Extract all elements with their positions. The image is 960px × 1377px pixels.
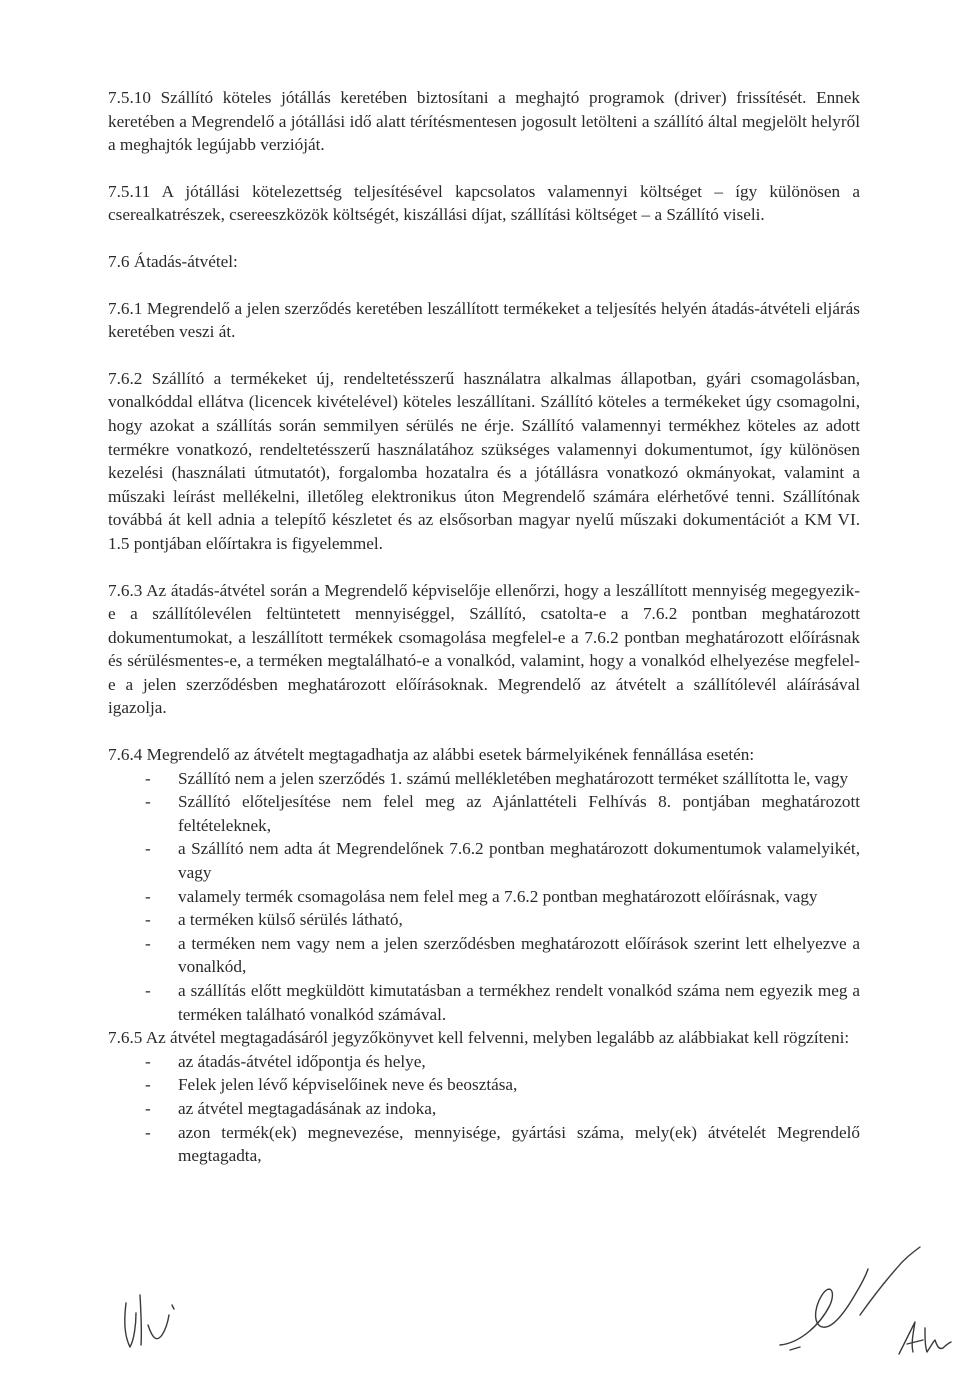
rejection-conditions-list [108, 767, 860, 1027]
paragraph-7-5-10: 7.5.10 Szállító köteles jótállás keretében biztosítani a meghajtó programok (driver) frissítését. Ennek keretében a Megrendelő a jótállási idő alatt térítésmentesen jogosult letölteni a szállító által megjelölt helyről a meghajtók legújabb verzióját. [108, 88, 860, 155]
paragraph-7-6-1: 7.6.1 Megrendelő a jelen szerződés keretében leszállított termékeket a teljesítés helyén átadás-átvételi eljárás keretében veszi át. [108, 298, 860, 342]
list-item: - a terméken nem vagy nem a jelen szerződésben meghatározott előírások szerint lett elhelyezve a vonalkód, [178, 932, 860, 979]
paragraph-7-6-3: 7.6.3 Az átadás-átvétel során a Megrendelő képviselője ellenőrzi, hogy a leszállított mennyiség megegyezik-e a szállítólevélen feltüntetett mennyiséggel, Szállító, csatolta-e a 7.6.2 pontban meghatározott dokumentumokat, a leszállított termékek csomagolása megfelel-e a 7.6.2 pontban meghatározott előírásnak és sérülésmentes-e, a terméken megtalálható-e a vonalkód, valamint, hogy a vonalkód elhelyezése megfelel-e a jelen szerződésben meghatározott előírásoknak. Megrendelő az átvételt a szállítólevél aláírásával igazolja. [108, 580, 860, 718]
list-item: - valamely termék csomagolása nem felel meg a 7.6.2 pontban meghatározott előírásnak, vagy [178, 885, 860, 909]
list-item: - Szállító előteljesítése nem felel meg az Ajánlattételi Felhívás 8. pontjában meghatározott feltételeknek, [178, 790, 860, 837]
list-item: - Szállító nem a jelen szerződés 1. számú mellékletében meghatározott terméket szállította le, vagy [178, 767, 860, 791]
list-item: - Felek jelen lévő képviselőinek neve és beosztása, [178, 1073, 860, 1097]
section-heading-7-6: 7.6 Átadás-átvétel: [108, 251, 238, 271]
list-item: - a szállítás előtt megküldött kimutatásban a termékhez rendelt vonalkód száma nem egyezik meg a terméken található vonalkód számával. [178, 979, 860, 1026]
document-page [108, 86, 860, 1168]
paragraph-7-6-4: 7.6.4 Megrendelő az átvételt megtagadhatja az alábbi esetek bármelyikének fennállása esetén: [108, 745, 755, 765]
paragraph-7-6-5: 7.6.5 Az átvétel megtagadásáról jegyzőkönyvet kell felvenni, melyben legalább az alábbiakat kell rögzíteni: [108, 1028, 850, 1048]
list-item: - az átvétel megtagadásának az indoka, [178, 1097, 860, 1121]
list-item: - a Szállító nem adta át Megrendelőnek 7.6.2 pontban meghatározott dokumentumok valamelyikét, vagy [178, 837, 860, 884]
small-right-signature [895, 1318, 955, 1358]
paragraph-7-6-2: 7.6.2 Szállító a termékeket új, rendeltetésszerű használatra alkalmas állapotban, gyári csomagolásban, vonalkóddal ellátva (licencek kivételével) köteles leszállítani. Szállító köteles a termékeket úgy csomagolni, hogy azokat a szállítás során semmilyen sérülés ne érje. Szállító valamennyi termékhez köteles az adott termékre vonatkozó, rendeltetésszerű használatához szükséges valamennyi dokumentumot, így különösen kezelési (használati útmutatót), forgalomba hozatalra és a jótállásra vonatkozó okmányokat, valamint a műszaki leírást mellékelni, illetőleg elektronikus úton Megrendelő számára elérhetővé tenni. Szállítónak továbbá át kell adnia a telepítő készletet és az elsősorban magyar nyelű műszaki dokumentációt a KM VI. 1.5 pontjában előírtakra is figyelemmel. [108, 368, 860, 553]
protocol-contents-list [108, 1050, 860, 1168]
list-item: - azon termék(ek) megnevezése, mennyisége, gyártási száma, mely(ek) átvételét Megrendelő megtagadta, [178, 1121, 860, 1168]
initials-left-signature [112, 1285, 192, 1355]
list-item: - a terméken külső sérülés látható, [178, 908, 860, 932]
list-item: - az átadás-átvétel időpontja és helye, [178, 1050, 860, 1074]
paragraph-7-5-11: 7.5.11 A jótállási kötelezettség teljesítésével kapcsolatos valamennyi költséget – így különösen a cserealkatrészek, csereeszközök költségét, kiszállási díjat, szállítási költséget – a Szállító viseli. [108, 181, 860, 225]
